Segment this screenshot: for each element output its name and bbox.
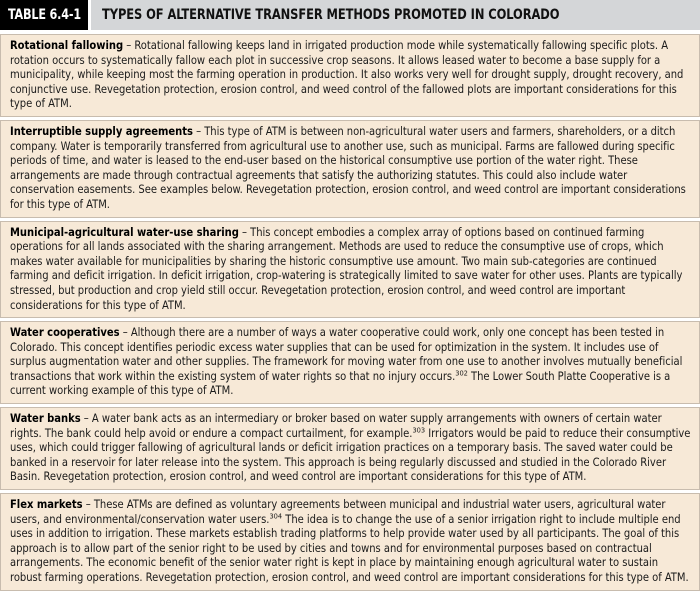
- table-header: [0, 0, 700, 30]
- row-term: Municipal-agricultural water-use sharing: [10, 225, 239, 239]
- row-term: Interruptible supply agreements: [10, 124, 193, 138]
- table-row: [0, 321, 700, 404]
- row-body: A water bank acts as an intermediary or broker based on water supply arrangements with owners of certain water rights. The bank could help avoid or endure a compact curtailment, for example.: [10, 412, 662, 440]
- table-body: [0, 30, 700, 591]
- table-row: [0, 34, 700, 117]
- table-title-bar: [91, 0, 700, 30]
- row-term: Water cooperatives: [10, 326, 120, 340]
- row-term: Flex markets: [10, 498, 83, 512]
- row-dash: –: [80, 412, 92, 426]
- row-dash: –: [82, 498, 94, 512]
- row-body: This type of ATM is between non-agricultural water users and farmers, shareholders, or a ditch company. Water is temporarily transferred from agricultural use to another use, such as municipal. Farms are fallowed during specific periods of time, and water is leased to the end-user based on the historical consumptive use portion of the water right. These arrangements are made through contractual agreements that satisfy the authorizing statutes. This could also include water conservation easements. See examples below. Revegetation protection, erosion control, and weed control are important considerations for this type of ATM.: [10, 124, 686, 211]
- row-paragraph: [10, 498, 691, 586]
- footnote-reference: 302: [455, 368, 468, 378]
- table-number-label: TABLE 6.4-1: [7, 7, 81, 23]
- row-term: Rotational fallowing: [10, 39, 124, 52]
- row-body-continued: Irrigators would be paid to reduce their consumptive uses, which could trigger fallowing of agricultural lands or deficit irrigation practices on a temporary basis. The saved water could be banked in a reservoir for later release into the system. This approach is being regularly discussed and studied in the Colorado River Basin. Revegetation protection, erosion control, and weed control are important considerations for this type of ATM.: [10, 426, 691, 484]
- row-paragraph: [10, 39, 691, 112]
- row-dash: –: [123, 39, 135, 52]
- row-paragraph: [10, 125, 691, 213]
- table-row: [0, 120, 700, 218]
- row-body: Rotational fallowing keeps land in irrigated production mode while systematically fallowing specific plots. A rotation occurs to systematically fallow each plot in successive crop seasons. It allows leased water to become a base supply for a municipality, while keeping most the farming operation in production. It also works very well for drought supply, drought recovery, and conjunctive use. Revegetation protection, erosion control, and weed control of the fallowed plots are important considerations for this type of ATM.: [10, 39, 684, 111]
- row-paragraph: [10, 326, 691, 399]
- row-body-continued: The idea is to change the use of a senior irrigation right to include multiple end uses in addition to irrigation. These markets establish trading platforms to help provide water used by all participants. The goal of this approach is to allow part of the senior right to be used by cities and towns and for environmental purposes based on contractual arrangements. The economic benefit of the senior water right is kept in place by maintaining enough agricultural water to sustain robust farming operations. Revegetation protection, erosion control, and weed control are important considerations for this type of ATM.: [10, 512, 689, 584]
- row-dash: –: [238, 225, 251, 239]
- table-row: [0, 493, 700, 591]
- row-body: This concept embodies a complex array of options based on continued farming operations for all lands associated with the sharing arrangement. Methods are used to reduce the consumptive use of crops, which makes water available for municipalities by sharing the historic consumptive use amount. Two main sub-categories are continued farming and deficit irrigation. In deficit irrigation, crop-watering is strategically limited to save water for other uses. Plants are typically stressed, but production and crop yield still occur. Revegetation protection, erosion control, and weed control are important considerations for this type of ATM.: [10, 225, 683, 312]
- table-row: [0, 221, 700, 319]
- row-paragraph: [10, 412, 691, 485]
- row-term: Water banks: [10, 412, 81, 426]
- footnote-reference: 303: [412, 424, 426, 434]
- row-body-continued: The Lower South Platte Cooperative is a current working example of this type of ATM.: [10, 369, 671, 398]
- row-paragraph: [10, 226, 691, 314]
- row-dash: –: [192, 124, 205, 138]
- footnote-reference: 304: [269, 510, 283, 520]
- row-dash: –: [119, 326, 131, 340]
- row-body: These ATMs are defined as voluntary agreements between municipal and industrial water users, agricultural water users, and environmental/conservation water users.: [10, 498, 666, 526]
- row-body: Although there are a number of ways a water cooperative could work, only one concept has been tested in Colorado. This concept identifies periodic excess water supplies that can be used for optimization in the system. It includes use of surplus augmentation water and other supplies. The framework for moving water from one use to another involves mutually beneficial transactions that work within the existing system of water rights so that no injury occurs.: [10, 326, 683, 383]
- table-number-box: [0, 0, 88, 30]
- table-title-label: TYPES OF ALTERNATIVE TRANSFER METHODS PROMOTED IN COLORADO: [102, 7, 560, 23]
- table-row: [0, 407, 700, 490]
